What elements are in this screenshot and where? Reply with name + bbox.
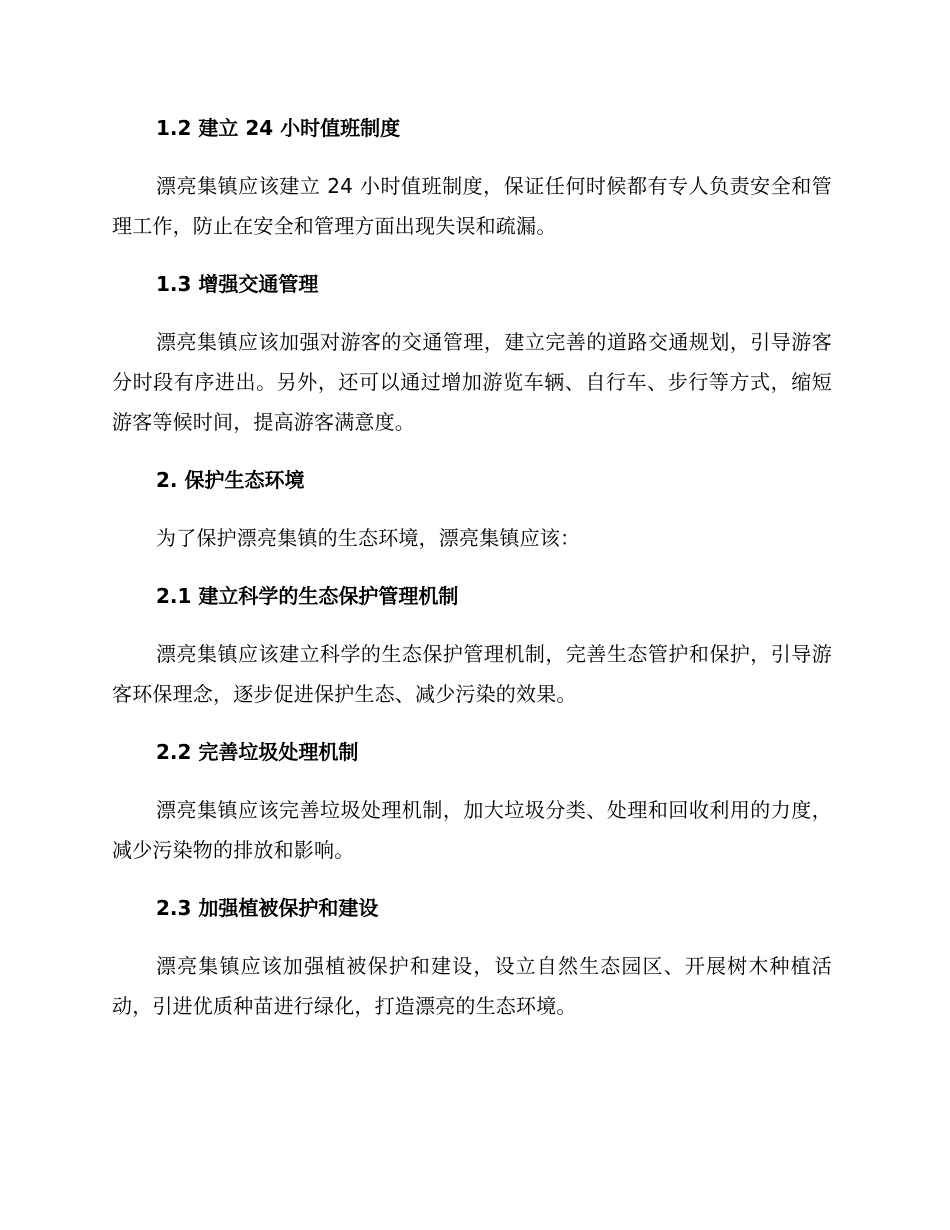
section-body-2-1: 漂亮集镇应该建立科学的生态保护管理机制，完善生态管护和保护，引导游客环保理念，逐步促进保护生态、减少污染的效果。	[112, 642, 832, 706]
section-body-1-2: 漂亮集镇应该建立 24 小时值班制度，保证任何时候都有专人负责安全和管理工作，防止在安全和管理方面出现失误和疏漏。	[112, 174, 832, 238]
section-heading-2-3: 2.3 加强植被保护和建设	[156, 896, 379, 920]
section-heading-2-1: 2.1 建立科学的生态保护管理机制	[156, 584, 459, 608]
section-body-1-3: 漂亮集镇应该加强对游客的交通管理，建立完善的道路交通规划，引导游客分时段有序进出。另外，还可以通过增加游览车辆、自行车、步行等方式，缩短游客等候时间，提高游客满意度。	[112, 330, 832, 434]
section-body-2: 为了保护漂亮集镇的生态环境，漂亮集镇应该：	[156, 526, 581, 550]
section-heading-1-3: 1.3 增强交通管理	[156, 272, 319, 296]
section-heading-2: 2. 保护生态环境	[156, 468, 305, 492]
section-body-2-2: 漂亮集镇应该完善垃圾处理机制，加大垃圾分类、处理和回收利用的力度，减少污染物的排放和影响。	[112, 798, 832, 862]
document-body	[112, 108, 832, 1026]
section-heading-2-2: 2.2 完善垃圾处理机制	[156, 740, 359, 764]
section-heading-1-2: 1.2 建立 24 小时值班制度	[156, 116, 401, 140]
section-body-2-3: 漂亮集镇应该加强植被保护和建设，设立自然生态园区、开展树木种植活动，引进优质种苗进行绿化，打造漂亮的生态环境。	[112, 954, 832, 1018]
